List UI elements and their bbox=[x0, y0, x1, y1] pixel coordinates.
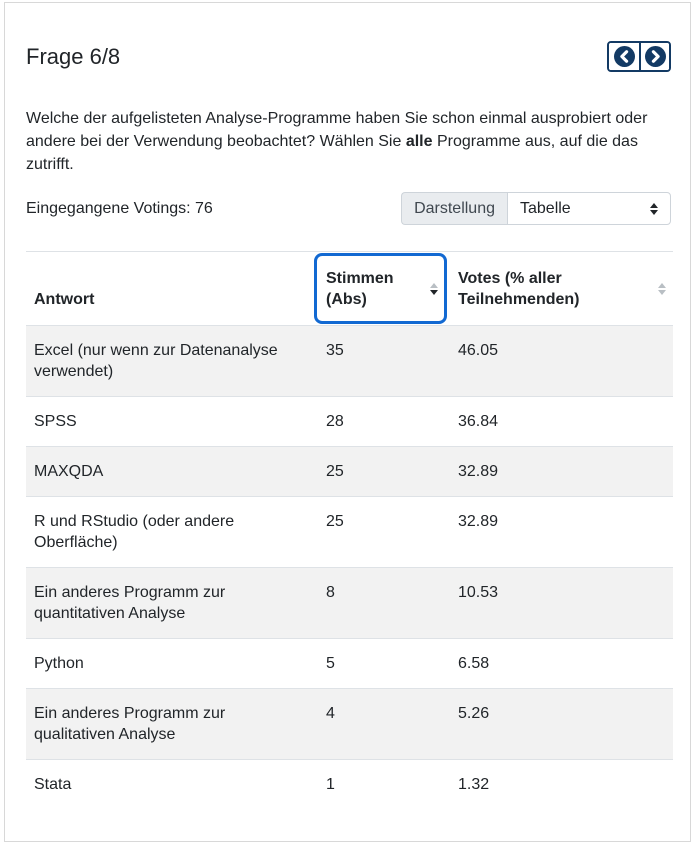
column-header-votes-pct[interactable] bbox=[447, 252, 673, 326]
votes-abs-cell: 28 bbox=[314, 397, 447, 447]
table-header-row bbox=[26, 252, 673, 326]
votes-pct-cell: 10.53 bbox=[447, 568, 673, 639]
votes-abs-cell: 25 bbox=[314, 497, 447, 568]
display-mode-group bbox=[401, 192, 671, 225]
display-mode-select[interactable] bbox=[507, 192, 671, 225]
votes-pct-cell: 32.89 bbox=[447, 497, 673, 568]
votes-abs-cell: 8 bbox=[314, 568, 447, 639]
table-row bbox=[26, 326, 673, 397]
table-row bbox=[26, 568, 673, 639]
votes-pct-cell: 1.32 bbox=[447, 760, 673, 810]
next-question-button[interactable] bbox=[639, 43, 669, 70]
column-header-stimmen-abs[interactable] bbox=[314, 252, 447, 326]
votes-abs-cell: 25 bbox=[314, 447, 447, 497]
answer-cell: SPSS bbox=[26, 397, 314, 447]
question-text-bold: alle bbox=[405, 133, 433, 150]
votings-count: Eingegangene Votings: 76 bbox=[26, 199, 213, 217]
votes-pct-cell: 5.26 bbox=[447, 689, 673, 760]
card-content bbox=[5, 41, 690, 809]
answer-cell: Excel (nur wenn zur Datenanalyse verwendet) bbox=[26, 326, 314, 397]
votes-pct-cell: 46.05 bbox=[447, 326, 673, 397]
chevron-left-icon bbox=[614, 46, 635, 67]
answer-cell: R und RStudio (oder andere Oberfläche) bbox=[26, 497, 314, 568]
results-table bbox=[26, 251, 673, 809]
column-header-antwort: Antwort bbox=[26, 252, 314, 326]
answer-cell: MAXQDA bbox=[26, 447, 314, 497]
table-row bbox=[26, 397, 673, 447]
question-results-card bbox=[4, 2, 691, 842]
question-text bbox=[26, 107, 671, 176]
votes-abs-cell: 35 bbox=[314, 326, 447, 397]
display-mode-selected-value: Tabelle bbox=[520, 199, 571, 217]
votes-pct-cell: 6.58 bbox=[447, 639, 673, 689]
votes-pct-cell: 32.89 bbox=[447, 447, 673, 497]
sort-unsorted-icon bbox=[658, 283, 666, 295]
table-row bbox=[26, 639, 673, 689]
answer-cell: Ein anderes Programm zur quantitativen Analyse bbox=[26, 568, 314, 639]
table-row bbox=[26, 760, 673, 810]
question-text-part1: Welche der aufgelisteten Analyse-Programme haben Sie schon einmal ausprobiert oder andere bei der Verwendung beobachtet? Wählen Sie bbox=[26, 110, 648, 150]
answer-cell: Python bbox=[26, 639, 314, 689]
column-header-stimmen-abs-label: Stimmen (Abs) bbox=[326, 270, 394, 308]
answer-cell: Ein anderes Programm zur qualitativen Analyse bbox=[26, 689, 314, 760]
sort-descending-icon bbox=[430, 283, 438, 295]
votes-abs-cell: 1 bbox=[314, 760, 447, 810]
page-title: Frage 6/8 bbox=[26, 44, 121, 69]
title-row bbox=[26, 41, 671, 72]
display-mode-label: Darstellung bbox=[401, 192, 507, 225]
votes-pct-cell: 36.84 bbox=[447, 397, 673, 447]
select-arrows-icon bbox=[650, 203, 658, 215]
chevron-right-icon bbox=[645, 46, 666, 67]
table-row bbox=[26, 447, 673, 497]
table-row bbox=[26, 497, 673, 568]
answer-cell: Stata bbox=[26, 760, 314, 810]
question-text-part2: Programme aus, auf die das zutrifft. bbox=[26, 133, 638, 173]
controls-row bbox=[26, 192, 671, 225]
table-row bbox=[26, 689, 673, 760]
votes-abs-cell: 4 bbox=[314, 689, 447, 760]
votes-abs-cell: 5 bbox=[314, 639, 447, 689]
column-header-votes-pct-label: Votes (% aller Teilnehmenden) bbox=[458, 270, 580, 308]
previous-question-button[interactable] bbox=[609, 43, 639, 70]
question-nav-group bbox=[607, 41, 671, 72]
